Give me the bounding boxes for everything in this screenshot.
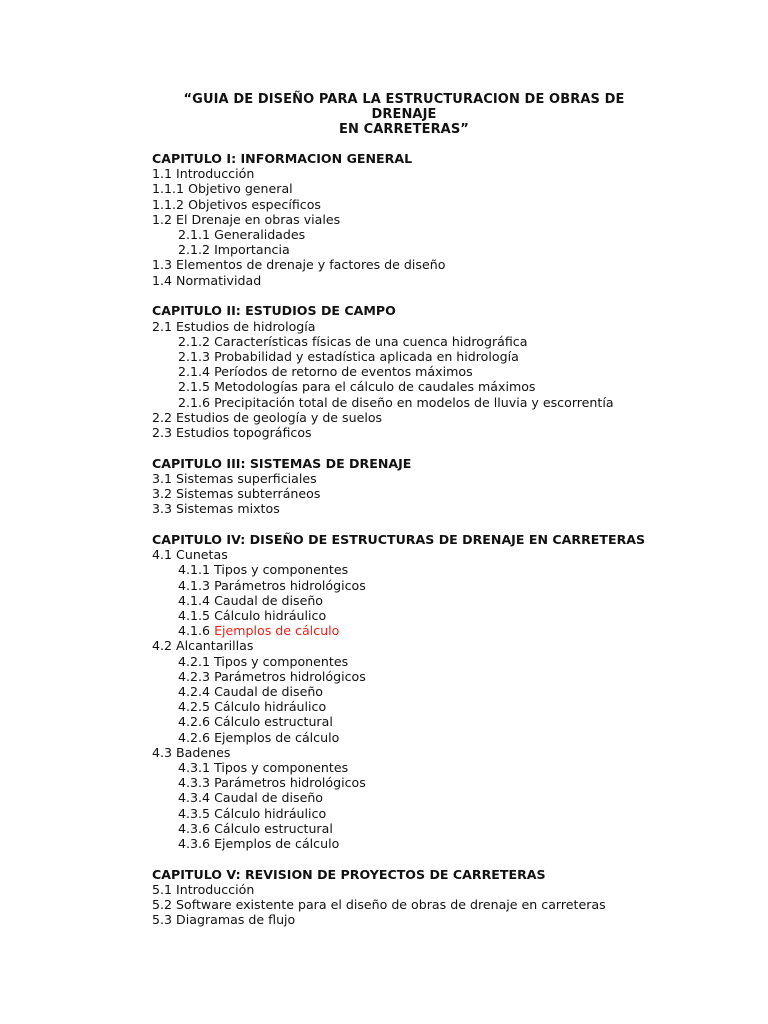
toc-entry-text: Cálculo estructural xyxy=(214,820,333,836)
toc-entry xyxy=(152,273,752,288)
toc-entry-text: El Drenaje en obras viales xyxy=(176,211,341,227)
toc-entry xyxy=(152,638,752,653)
toc-entry-number: 2.1.4 xyxy=(178,364,211,380)
toc-entry xyxy=(152,410,752,425)
toc-entry-number: 2.3 xyxy=(152,424,173,440)
toc-entry-number: 4.2.6 xyxy=(178,714,211,730)
toc-entry xyxy=(152,212,752,227)
toc-entry-text: Tipos y componentes xyxy=(214,562,349,578)
toc-entry xyxy=(152,562,752,577)
toc-entry-number: 4.3.6 xyxy=(178,836,211,852)
toc-entry xyxy=(152,334,752,349)
toc-entry xyxy=(152,714,752,729)
toc-entry-number: 4.2.5 xyxy=(178,699,211,715)
toc-entry-number: 4.1.1 xyxy=(178,562,211,578)
toc-entry-number: 2.1 xyxy=(152,318,173,334)
toc-entry-text: Importancia xyxy=(214,242,290,258)
toc-entry-number: 1.4 xyxy=(152,272,173,288)
toc-entry-text: Tipos y componentes xyxy=(214,653,349,669)
toc-entry xyxy=(152,349,752,364)
toc-entry-number: 4.1.6 xyxy=(178,623,211,639)
toc-entry xyxy=(152,471,752,486)
toc-entry-number: 4.3.4 xyxy=(178,790,211,806)
toc-entry-number: 1.1 xyxy=(152,166,173,182)
toc-entry-number: 2.1.2 xyxy=(178,333,211,349)
toc-entry xyxy=(152,699,752,714)
toc-entry-number: 1.1.2 xyxy=(152,196,185,212)
toc-entry-number: 2.1.6 xyxy=(178,394,211,410)
toc-entry-number: 3.3 xyxy=(152,501,173,517)
toc-entry-text: Alcantarillas xyxy=(176,638,254,654)
toc-entry-text: Sistemas superficiales xyxy=(176,470,317,486)
toc-entry-text: Tipos y componentes xyxy=(214,760,349,776)
toc-entry-text: Sistemas subterráneos xyxy=(176,486,321,502)
toc-entry xyxy=(152,257,752,272)
toc-entry-text: Precipitación total de diseño en modelos de lluvia y escorrentía xyxy=(214,394,614,410)
toc-entry xyxy=(152,760,752,775)
toc-entry-number: 2.1.1 xyxy=(178,227,211,243)
toc-entry xyxy=(152,547,752,562)
toc-entry-text: Parámetros hidrológicos xyxy=(214,668,366,684)
toc-entry-number: 4.2.6 xyxy=(178,729,211,745)
toc-entry-text: Normatividad xyxy=(176,272,262,288)
chapter-section xyxy=(152,532,752,851)
toc-entry-number: 4.3 xyxy=(152,744,173,760)
toc-entry-text: Características físicas de una cuenca hidrográfica xyxy=(214,333,528,349)
toc-entry-number: 4.2.3 xyxy=(178,668,211,684)
toc-entry xyxy=(152,242,752,257)
toc-entry xyxy=(152,593,752,608)
toc-entry-text: Períodos de retorno de eventos máximos xyxy=(214,364,473,380)
toc-entry-text: Parámetros hidrológicos xyxy=(214,775,366,791)
toc-entry-text: Objetivos específicos xyxy=(188,196,321,212)
toc-entry xyxy=(152,669,752,684)
toc-entry-text: Estudios de hidrología xyxy=(176,318,316,334)
toc-entry xyxy=(152,166,752,181)
toc-entry-number: 2.1.5 xyxy=(178,379,211,395)
toc-entry-text: Probabilidad y estadística aplicada en hidrología xyxy=(214,348,519,364)
toc-entry-number: 1.1.1 xyxy=(152,181,185,197)
chapter-title: CAPITULO III: SISTEMAS DE DRENAJE xyxy=(152,455,412,471)
toc-entry xyxy=(152,227,752,242)
toc-entry xyxy=(152,425,752,440)
toc-entry-text: Estudios topográficos xyxy=(176,424,312,440)
document-title xyxy=(150,92,658,137)
toc-entry-number: 4.2.1 xyxy=(178,653,211,669)
toc-entry-text: Caudal de diseño xyxy=(214,684,324,699)
toc-entry-number: 5.2 xyxy=(152,897,173,913)
toc-entry xyxy=(152,684,752,699)
toc-entry-number: 4.1.4 xyxy=(178,592,211,608)
document-title-line-2: EN CARRETERAS” xyxy=(339,122,469,137)
toc-entry-number: 4.3.6 xyxy=(178,820,211,836)
toc-entry-text: Introducción xyxy=(176,881,255,897)
toc-entry xyxy=(152,897,752,912)
toc-entry xyxy=(152,623,752,638)
table-of-contents xyxy=(152,151,752,943)
toc-entry xyxy=(152,364,752,379)
toc-entry xyxy=(152,806,752,821)
toc-entry xyxy=(152,379,752,394)
toc-entry-number: 4.2.4 xyxy=(178,684,211,699)
toc-entry-number: 3.2 xyxy=(152,486,173,502)
document-title-line-1: “GUIA DE DISEÑO PARA LA ESTRUCTURACION DE OBRAS DE DRENAJE xyxy=(183,92,625,122)
toc-entry xyxy=(152,836,752,851)
toc-entry-text: Badenes xyxy=(176,744,231,760)
toc-entry xyxy=(152,319,752,334)
toc-entry-number: 2.1.2 xyxy=(178,242,211,258)
toc-entry-text: Cálculo hidráulico xyxy=(214,805,327,821)
toc-entry xyxy=(152,912,752,927)
toc-entry-number: 4.2 xyxy=(152,638,173,654)
chapter-title: CAPITULO V: REVISION DE PROYECTOS DE CARRETERAS xyxy=(152,866,546,882)
toc-entry-text: Elementos de drenaje y factores de diseño xyxy=(176,257,446,273)
toc-entry-text: Caudal de diseño xyxy=(214,790,324,806)
toc-entry-text: Objetivo general xyxy=(188,181,293,197)
toc-entry-number: 4.1.5 xyxy=(178,607,211,623)
toc-entry xyxy=(152,197,752,212)
toc-entry-text: Generalidades xyxy=(214,227,306,243)
toc-entry-text: Cálculo hidráulico xyxy=(214,699,327,715)
toc-entry-text: Parámetros hidrológicos xyxy=(214,577,366,593)
toc-entry-text: Caudal de diseño xyxy=(214,592,324,608)
toc-entry-text: Cálculo estructural xyxy=(214,714,333,730)
toc-entry xyxy=(152,608,752,623)
chapter-section xyxy=(152,303,752,440)
toc-entry xyxy=(152,181,752,196)
toc-entry xyxy=(152,395,752,410)
toc-entry-text: Ejemplos de cálculo xyxy=(214,836,340,852)
chapter-section xyxy=(152,456,752,517)
toc-entry xyxy=(152,486,752,501)
toc-entry-number: 5.3 xyxy=(152,912,173,928)
toc-entry-number: 5.1 xyxy=(152,881,173,897)
toc-entry-number: 4.1.3 xyxy=(178,577,211,593)
toc-entry-text: Ejemplos de cálculo xyxy=(214,729,340,745)
toc-entry-number: 1.2 xyxy=(152,211,173,227)
toc-entry xyxy=(152,745,752,760)
toc-entry-number: 1.3 xyxy=(152,257,173,273)
chapter-title: CAPITULO II: ESTUDIOS DE CAMPO xyxy=(152,303,396,319)
toc-entry-number: 4.3.1 xyxy=(178,760,211,776)
chapter-title: CAPITULO IV: DISEÑO DE ESTRUCTURAS DE DRENAJE EN CARRETERAS xyxy=(152,531,646,547)
toc-entry-text: Metodologías para el cálculo de caudales máximos xyxy=(214,379,536,395)
toc-entry xyxy=(152,730,752,745)
toc-entry-text: Estudios de geología y de suelos xyxy=(176,409,383,425)
toc-entry-text: Software existente para el diseño de obras de drenaje en carreteras xyxy=(176,897,606,913)
toc-entry-text: Cunetas xyxy=(176,547,228,563)
chapter-section xyxy=(152,867,752,928)
toc-entry-number: 4.1 xyxy=(152,547,173,563)
toc-entry xyxy=(152,501,752,516)
toc-entry-text: Cálculo hidráulico xyxy=(214,607,327,623)
toc-entry-text: Introducción xyxy=(176,166,255,182)
chapter-title: CAPITULO I: INFORMACION GENERAL xyxy=(152,151,413,166)
toc-entry-number: 4.3.5 xyxy=(178,805,211,821)
chapter-section xyxy=(152,151,752,288)
toc-entry-text: Ejemplos de cálculo xyxy=(214,623,340,639)
toc-entry xyxy=(152,775,752,790)
toc-entry xyxy=(152,882,752,897)
toc-entry-number: 3.1 xyxy=(152,470,173,486)
toc-entry xyxy=(152,654,752,669)
toc-entry-number: 4.3.3 xyxy=(178,775,211,791)
toc-entry xyxy=(152,821,752,836)
toc-entry-text: Diagramas de flujo xyxy=(176,912,296,928)
toc-entry-text: Sistemas mixtos xyxy=(176,501,280,517)
toc-entry xyxy=(152,578,752,593)
toc-entry-number: 2.1.3 xyxy=(178,348,211,364)
toc-entry-number: 2.2 xyxy=(152,409,173,425)
toc-entry xyxy=(152,790,752,805)
